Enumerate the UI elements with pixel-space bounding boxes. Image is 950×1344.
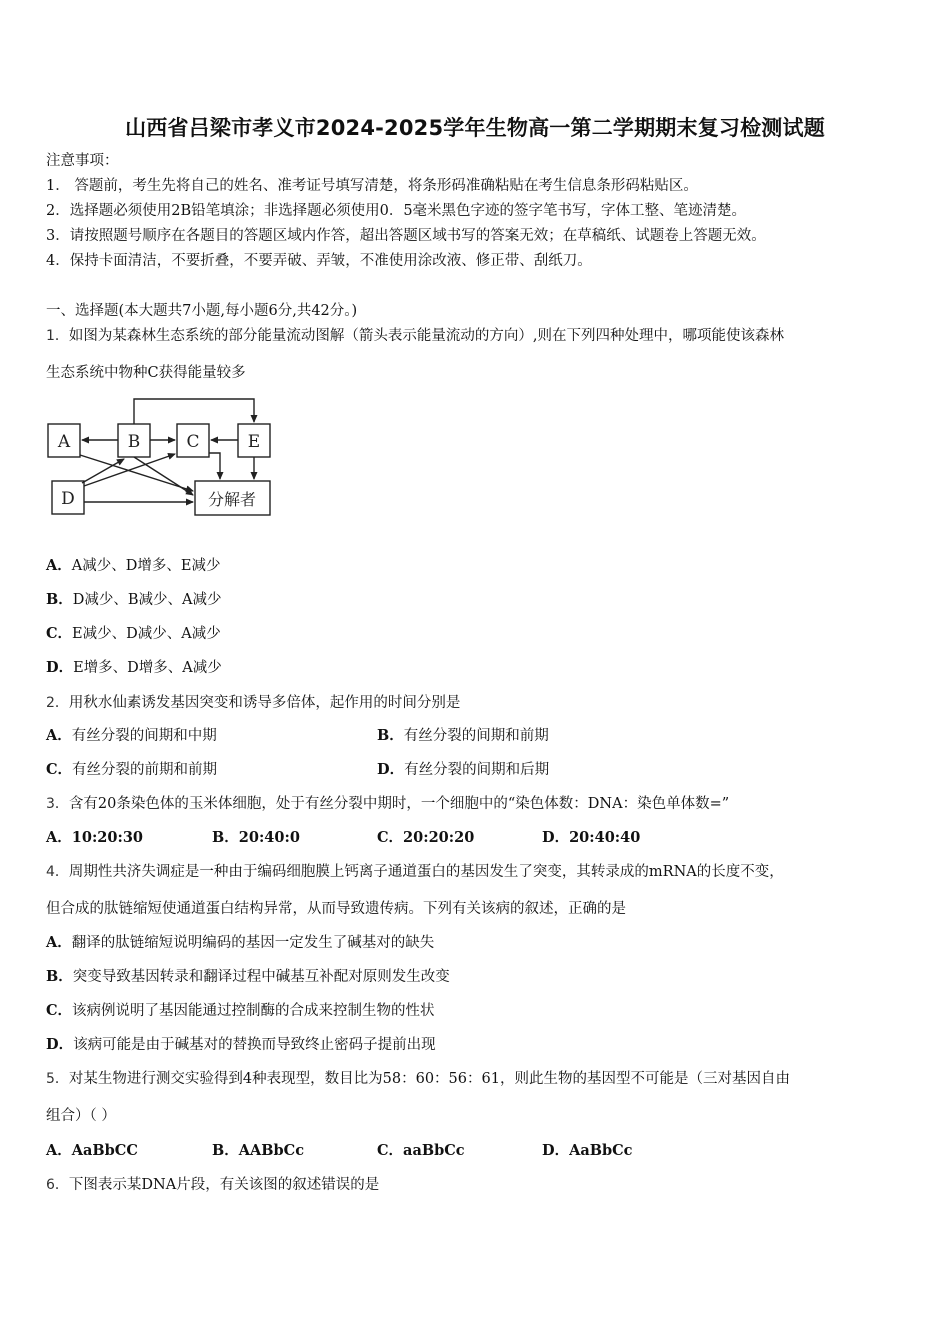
question-text: 如图为某森林生态系统的部分能量流动图解（箭头表示能量流动的方向）,则在下列四种处理中，哪项能使该森林 [68, 328, 785, 344]
node-c-label: C [186, 432, 200, 452]
arrow-b-to-e [134, 399, 254, 424]
option-text: 有丝分裂的间期和后期 [404, 762, 550, 778]
q3-option-d[interactable] [542, 828, 640, 848]
option-text: E增多、D增多、A减少 [73, 660, 222, 676]
question-4-line-2: 但合成的肽链缩短使通道蛋白结构异常，从而导致遗传病。下列有关该病的叙述，正确的是 [46, 901, 626, 917]
option-text: AABbCc [238, 1142, 305, 1159]
option-text: 20:20:20 [403, 829, 475, 846]
q2-options-row-1 [46, 726, 846, 746]
q5-option-b[interactable] [212, 1141, 304, 1161]
q3-option-a[interactable] [46, 828, 143, 848]
question-1 [46, 326, 784, 346]
option-label: B． [212, 1142, 239, 1159]
notice-item-4: 4．保持卡面清洁，不要折叠，不要弄破、弄皱，不准使用涂改液、修正带、刮纸刀。 [46, 253, 592, 269]
question-number: 3． [46, 796, 69, 812]
option-label: D． [46, 1036, 74, 1053]
option-label: D． [46, 659, 74, 676]
question-3 [46, 794, 729, 814]
option-text: 10:20:30 [71, 829, 144, 846]
option-text: AaBbCC [71, 1142, 138, 1159]
option-label: C． [46, 625, 73, 642]
option-text: 该病可能是由于碱基对的替换而导致终止密码子提前出现 [73, 1037, 436, 1053]
question-4 [46, 862, 784, 882]
option-text: aaBbCc [403, 1142, 465, 1159]
question-1-line-2: 生态系统中物种C获得能量较多 [46, 365, 246, 381]
option-label: D． [377, 761, 405, 778]
q3-option-b[interactable] [212, 828, 300, 848]
option-label: B． [46, 591, 73, 608]
question-5 [46, 1069, 790, 1089]
option-label: A． [46, 1142, 72, 1159]
q3-options-row [46, 828, 746, 848]
q5-option-a[interactable] [46, 1141, 138, 1161]
q1-option-b[interactable] [46, 590, 222, 610]
node-b-label: B [127, 432, 141, 452]
option-label: C． [377, 829, 404, 846]
option-text: 有丝分裂的间期和中期 [71, 728, 217, 744]
question-text: 用秋水仙素诱发基因突变和诱导多倍体，起作用的时间分别是 [68, 695, 461, 711]
notice-item-3: 3．请按照题号顺序在各题目的答题区域内作答，超出答题区域书写的答案无效；在草稿纸、试题卷上答题无效。 [46, 228, 766, 244]
option-label: A． [46, 934, 72, 951]
q2-option-b[interactable] [377, 726, 549, 746]
question-2 [46, 693, 460, 713]
option-label: B． [212, 829, 239, 846]
notice-heading: 注意事项： [46, 153, 119, 169]
option-label: C． [46, 761, 73, 778]
option-text: 20:40:40 [569, 829, 641, 846]
q5-option-c[interactable] [377, 1141, 465, 1161]
q2-option-d[interactable] [377, 760, 549, 780]
q5-option-d[interactable] [542, 1141, 633, 1161]
energy-flow-diagram [44, 395, 276, 521]
option-text: 有丝分裂的间期和前期 [403, 728, 549, 744]
question-number: 2． [46, 695, 69, 711]
option-text: AaBbCc [569, 1142, 633, 1159]
arrow-a-to-decomposer [80, 455, 193, 491]
node-decomposer-label: 分解者 [207, 490, 257, 509]
q1-option-d[interactable] [46, 658, 222, 678]
arrow-c-to-decomposer [209, 453, 220, 479]
node-a-label: A [57, 432, 71, 452]
q2-options-row-2 [46, 760, 846, 780]
option-text: 20:40:0 [238, 829, 300, 846]
question-text: 含有20条染色体的玉米体细胞，处于有丝分裂中期时，一个细胞中的“染色体数：DNA：染色单体数=” [68, 796, 730, 812]
option-label: C． [46, 1002, 73, 1019]
node-d-label: D [61, 489, 75, 509]
option-label: A． [46, 557, 72, 574]
notice-item-2: 2．选择题必须使用2B铅笔填涂；非选择题必须使用0．5毫米黑色字迹的签字笔书写，字体工整、笔迹清楚。 [46, 203, 747, 219]
option-label: D． [542, 829, 570, 846]
option-text: A减少、D增多、E减少 [71, 558, 221, 574]
arrow-b-to-decomposer [134, 457, 193, 495]
q5-options-row [46, 1141, 746, 1161]
question-6 [46, 1175, 379, 1195]
question-number: 6． [46, 1177, 69, 1193]
option-text: 翻译的肽链缩短说明编码的基因一定发生了碱基对的缺失 [71, 935, 435, 951]
node-e-label: E [247, 432, 261, 452]
option-label: C． [377, 1142, 404, 1159]
q3-option-c[interactable] [377, 828, 474, 848]
question-text: 对某生物进行测交实验得到4种表现型，数目比为58：60：56：61，则此生物的基因型不可能是（三对基因自由 [68, 1071, 790, 1087]
q2-option-a[interactable] [46, 728, 217, 744]
question-number: 4． [46, 864, 69, 880]
notice-item-1: 1． 答题前，考生先将自己的姓名、准考证号填写清楚，将条形码准确粘贴在考生信息条形码粘贴区。 [46, 178, 698, 194]
question-text: 周期性共济失调症是一种由于编码细胞膜上钙离子通道蛋白的基因发生了突变，其转录成的mRNA的长度不变， [68, 864, 784, 880]
q4-option-b[interactable] [46, 967, 450, 987]
q1-option-a[interactable] [46, 556, 220, 576]
option-text: D减少、B减少、A减少 [72, 592, 222, 608]
question-number: 5． [46, 1071, 69, 1087]
option-text: 有丝分裂的前期和前期 [72, 762, 218, 778]
option-label: A． [46, 727, 72, 744]
option-text: 该病例说明了基因能通过控制酶的合成来控制生物的性状 [72, 1003, 435, 1019]
question-5-line-2: 组合）（ ） [46, 1108, 116, 1124]
q4-option-a[interactable] [46, 933, 434, 953]
question-text: 下图表示某DNA片段，有关该图的叙述错误的是 [68, 1177, 380, 1193]
section-heading: 一、选择题(本大题共7小题,每小题6分,共42分。) [46, 303, 358, 319]
question-number: 1． [46, 328, 69, 344]
option-label: B． [377, 727, 404, 744]
option-text: 突变导致基因转录和翻译过程中碱基互补配对原则发生改变 [72, 969, 450, 985]
option-label: A． [46, 829, 72, 846]
q1-option-c[interactable] [46, 624, 221, 644]
option-label: D． [542, 1142, 570, 1159]
q4-option-d[interactable] [46, 1035, 436, 1055]
option-text: E减少、D减少、A减少 [72, 626, 221, 642]
q4-option-c[interactable] [46, 1001, 435, 1021]
page-title: 山西省吕梁市孝义市2024-2025学年生物高一第二学期期末复习检测试题 [125, 116, 825, 140]
q2-option-c[interactable] [46, 762, 217, 778]
option-label: B． [46, 968, 73, 985]
